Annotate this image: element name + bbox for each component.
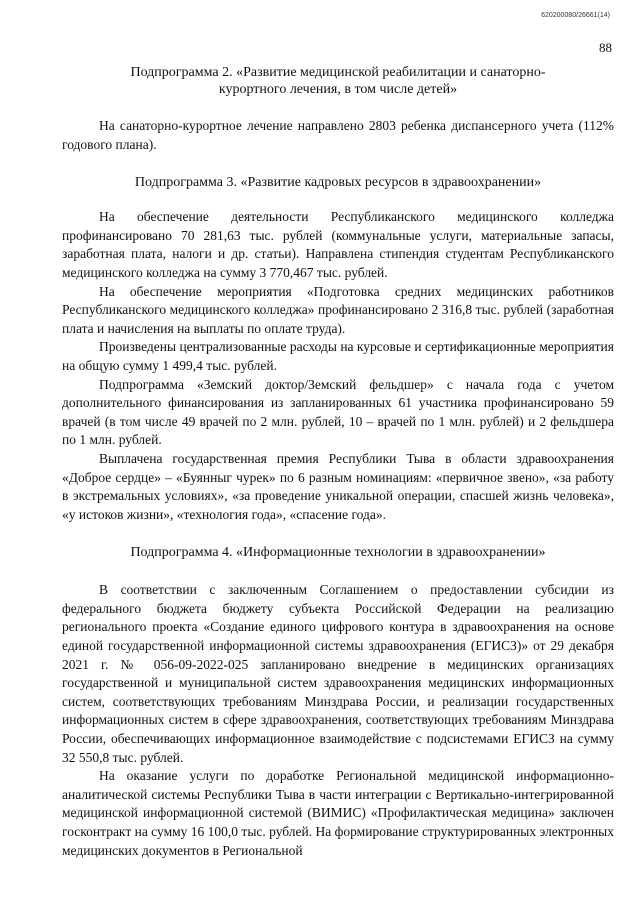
paragraph: Выплачена государственная премия Республики Тыва в области здравоохранения «Доброе сердце» – «Буянныг чурек» по 6 разным номинациям: «первичное звено», «за работу в экстремальных условиях», «за проведение уникальной операции, спасшей жизнь человека», «у истоков жизни», «технология года», «спасение года». <box>62 450 614 522</box>
paragraph: На санаторно-курортное лечение направлено 2803 ребенка диспансерного учета (112% годового плана). <box>62 118 614 152</box>
paragraph: Подпрограмма «Земский доктор/Земский фельдшер» с начала года с учетом дополнительного финансирования из запланированных 61 участника профинансировано 59 врачей (в том числе 49 врачей по 2 млн. рублей, 10 – врачей по 1 млн. рублей) и 2 фельдшера по 1 млн. рублей. <box>62 376 614 448</box>
paragraph: Произведены централизованные расходы на курсовые и сертификационные мероприятия на общую сумму 1 499,4 тыс. рублей. <box>62 339 614 373</box>
document-number: 620200080/26661(14) <box>541 12 610 19</box>
paragraph: На обеспечение деятельности Республиканского медицинского колледжа профинансировано 70 281,63 тыс. рублей (коммунальные услуги, материальные запасы, заработная плата, налоги и др. статьи). Направлена стипендия студентам Республиканского медицинского колледжа на сумму 3 770,467 тыс. рублей. <box>62 209 614 280</box>
page-number: 88 <box>599 40 612 55</box>
document-body <box>62 64 614 860</box>
section-heading: Подпрограмма 4. «Информационные технологии в здравоохранении» <box>130 545 546 561</box>
paragraph: В соответствии с заключенным Соглашением о предоставлении субсидии из федерального бюджета бюджету субъекта Российской Федерации на реализацию регионального проекта «Создание единого цифрового контура в здравоохранения на основе единой государственной информационной системы здравоохранения (ЕГИСЗ)» от 29 декабря 2021 г. № 056-09-2022-025 запланировано внедрение в медицинских организациях государственной и муниципальной систем здравоохранения медицинских информационных систем, соответствующих требованиям Минздрава России, и реализации государственных информационных систем в сфере здравоохранения, соответствующих требованиям Минздрава России, обеспечивающих информационное взаимодействие с подсистемами ЕГИСЗ на сумму 32 550,8 тыс. рублей. <box>62 582 614 765</box>
paragraph: На обеспечение мероприятия «Подготовка средних медицинских работников Республиканского медицинского колледжа» профинансировано 2 316,8 тыс. рублей (заработная плата и начисления на выплаты по оплате труда). <box>62 283 614 336</box>
section-heading: Подпрограмма 3. «Развитие кадровых ресурсов в здравоохранении» <box>134 175 542 191</box>
section-subprogram-2 <box>62 64 614 98</box>
section-subprogram-4 <box>62 544 614 561</box>
section-subprogram-3 <box>62 174 614 191</box>
paragraph: На оказание услуги по доработке Региональной медицинской информационно-аналитической системы Республики Тыва в части интеграции с Вертикально-интегрированной медицинской информационной системой (ВИМИС) «Профилактическая медицина» заключен госконтракт на сумму 16 100,0 тыс. рублей. На формирование структурированных электронных медицинских документов в Региональной <box>62 768 614 858</box>
section-heading: Подпрограмма 2. «Развитие медицинской реабилитации и санаторно-курортного лечения, в том числе детей» <box>130 65 546 97</box>
